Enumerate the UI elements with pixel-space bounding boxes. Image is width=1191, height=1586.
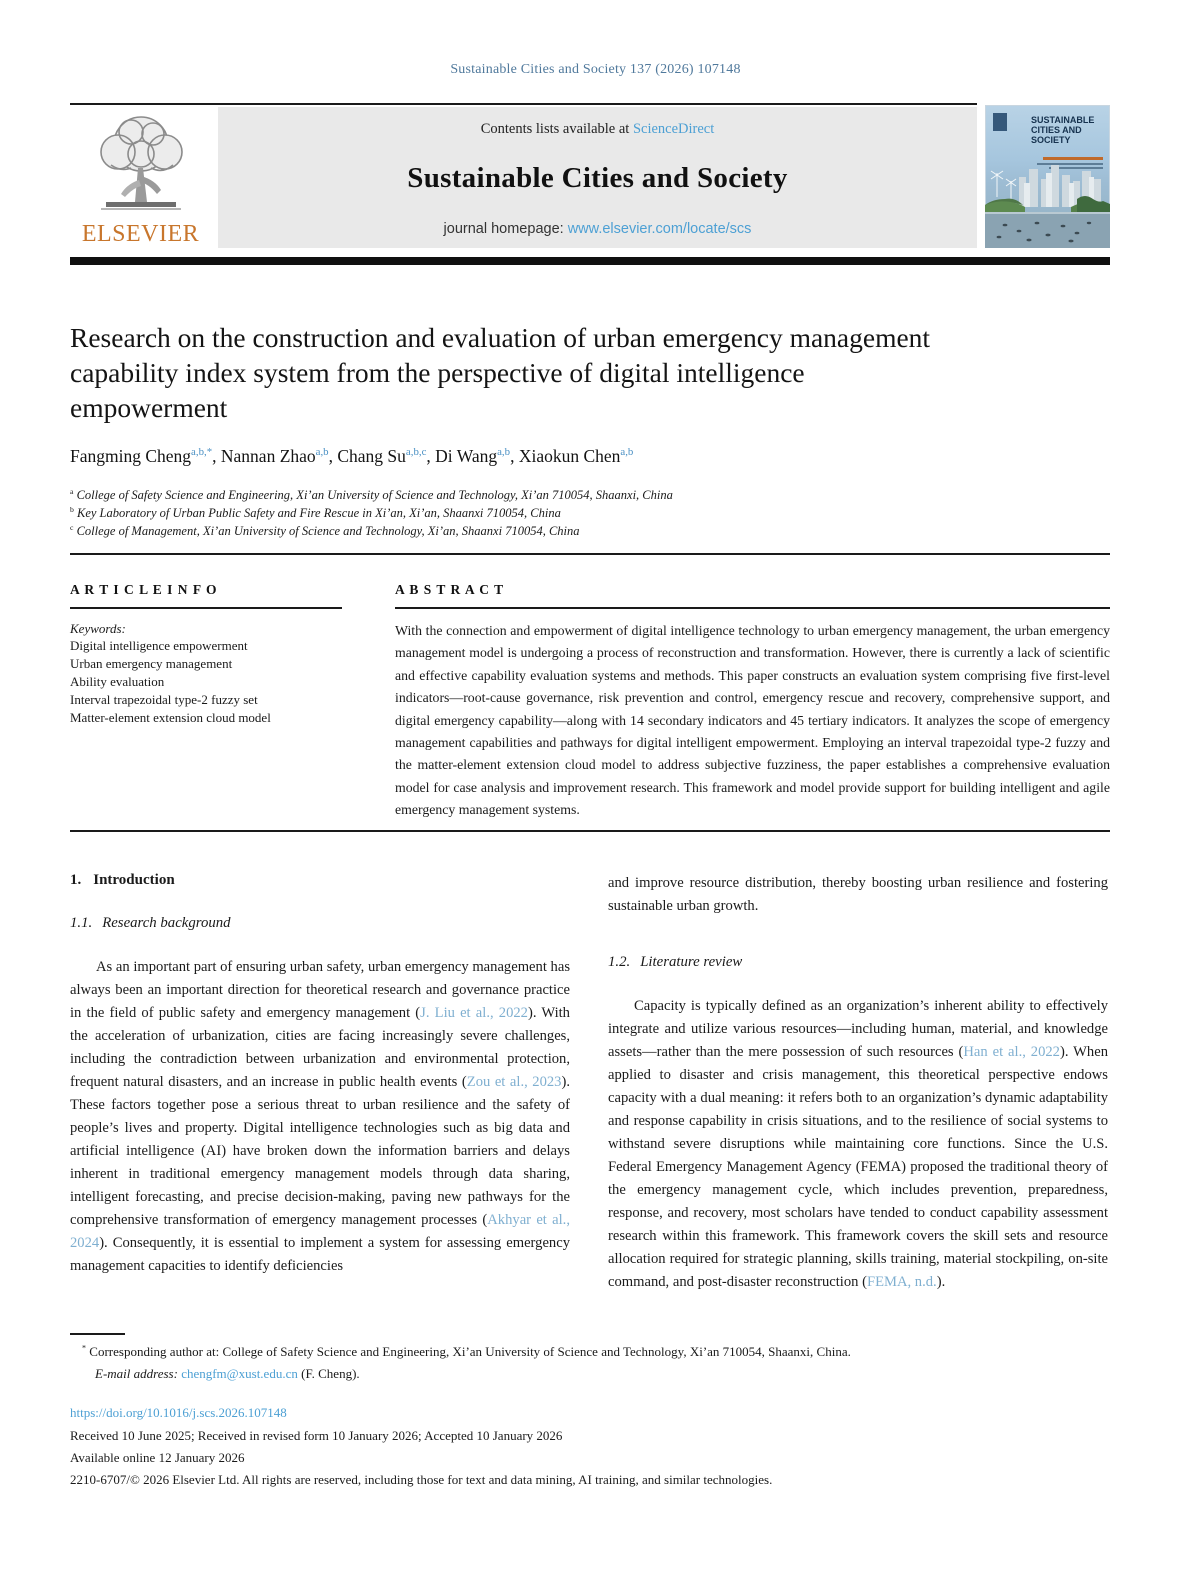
section-rule-bottom [70,830,1110,832]
section-1-title: Introduction [93,872,175,888]
received-dates: Received 10 June 2025; Received in revised form 10 January 2026; Accepted 10 January 2026 [70,1428,563,1443]
header-divider-bar [70,257,1110,265]
affiliation-a: $^a$ College of Safety Science and Engineering, Xi’an University of Science and Technology, Xi’an 710054, Shaanxi, China [70,486,673,502]
section-1-1-number: 1.1. [70,915,93,931]
journal-reference: Sustainable Cities and Society 137 (2026) 107148 [450,62,741,77]
section-1-1-heading [70,915,570,932]
section-1-number: 1. [70,872,82,888]
journal-title: Sustainable Cities and Society [407,162,788,194]
section-1-2-number: 1.2. [608,954,631,970]
elsevier-tree-icon [81,201,201,218]
section-rule-top [70,553,1110,555]
cover-accent-bar [1043,157,1103,160]
keyword-item: Matter-element extension cloud model [70,710,271,725]
available-online: Available online 12 January 2026 [70,1450,245,1465]
affiliations [70,486,1110,540]
affiliation-b: $^b$ Key Laboratory of Urban Public Safety and Fire Rescue in Xi’an, Xi’an, Shaanxi 710054, China [70,504,561,520]
keyword-item: Urban emergency management [70,656,233,671]
doi-url[interactable]: https://doi.org/10.1016/j.scs.2026.107148 [70,1405,287,1420]
contents-prefix: Contents lists available at [480,121,633,137]
doi-link [70,1405,287,1421]
header-top-rule [70,103,977,105]
homepage-line [218,221,977,237]
homepage-url-link[interactable]: www.elsevier.com/locate/scs [567,221,752,237]
abstract-column [395,582,1110,822]
keyword-item: Ability evaluation [70,674,165,689]
article-info-heading: A R T I C L E I N F O [70,582,218,597]
article-info-rule [70,607,342,609]
section-1-1-title: Research background [102,915,231,931]
keyword-item: Digital intelligence empowerment [70,638,248,653]
article-title: Research on the construction and evaluation of urban emergency management capability index system from the perspective of digital intelligence empowerment [70,322,931,423]
elsevier-wordmark: ELSEVIER [81,221,200,247]
affiliation-c: $^c$ College of Management, Xi’an University of Science and Technology, Xi’an, Shaanxi 710054, China [70,522,580,538]
intro-paragraph-continued: and improve resource distribution, thereby boosting urban resilience and fostering sustainable urban growth. [608,875,1108,914]
article-info-column [70,582,342,727]
section-1-heading [70,872,570,889]
cover-title: SUSTAINABLE CITIES AND SOCIETY [1031,115,1095,145]
section-1-2-heading [608,954,1108,971]
homepage-prefix: journal homepage: [443,221,568,237]
intro-paragraph: As an important part of ensuring urban safety, urban emergency management has always been an important direction for theoretical research and governance practice in the field of public safety and emergency management (J. Liu et al., 2022). With the acceleration of urbanization, cities are facing increasingly severe challenges, including the contradiction between urbanization and environmental protection, frequent natural disasters, and an increase in public health events (Zou et al., 2023). These factors together pose a serious threat to urban resilience and the safety of people’s lives and property. Digital intelligence technologies such as big data and artificial intelligence (AI) have broken down the information barriers and delays inherent in traditional emergency management models through data sharing, intelligent forecasting, and precise decision-making, paving new pathways for the comprehensive transformation of emergency management processes (Akhyar et al., 2024). Consequently, it is essential to implement a system for assessing emergency management capacities to identify deficiencies [70,959,570,1274]
elsevier-logo [68,110,213,250]
keyword-item: Interval trapezoidal type-2 fuzzy set [70,692,258,707]
body-column-right [608,872,1108,1294]
cover-elsevier-mark-icon [993,113,1007,131]
abstract-rule [395,607,1110,609]
copyright-line: 2210-6707/© 2026 Elsevier Ltd. All rights are reserved, including those for text and data mining, AI training, and similar technologies. [70,1472,773,1487]
body-column-left [70,872,570,1278]
sciencedirect-link[interactable]: ScienceDirect [632,121,715,137]
keywords-label: Keywords: [70,621,126,636]
abstract-heading: A B S T R A C T [395,582,505,597]
email-line: E-mail address: chengfm@xust.edu.cn (F. Cheng). [95,1366,360,1381]
journal-cover-thumbnail[interactable] [985,105,1110,248]
author-list: Fangming Cheng$^{a,b,*}$, Nannan Zhao$^{a,b}$, Chang Su$^{a,b,c}$, Di Wang$^{a,b}$, Xiaokun Chen$^{a,b}$ [70,446,634,466]
corresponding-author-note: * Corresponding author at: College of Safety Science and Engineering, Xi’an University of Science and Technology, Xi’an 710054, Shaanxi, China. [82,1343,851,1359]
footnote-rule [70,1333,125,1335]
literature-paragraph: Capacity is typically defined as an organization’s inherent ability to effectively integrate and utilize various resources—including human, material, and knowledge assets—rather than the mere possession of such resources (Han et al., 2022). When applied to disaster and crisis management, this theoretical perspective endows capacity with a dual meaning: it refers both to an organization’s dynamic adaptability and response capability in crisis situations, and to the resilience of social systems to withstand severe disruptions while maintaining core functions. Since the U.S. Federal Emergency Management Agency (FEMA) proposed the traditional theory of the emergency management cycle, which includes prevention, preparedness, response, and recovery, most scholars have tended to conduct capability assessment research within this framework. This framework covers the skill sets and resource allocation required for strategic planning, skills training, material stockpiling, on-site command, and post-disaster reconstruction (FEMA, n.d.). [608,998,1108,1290]
journal-header-box [218,107,977,248]
contents-line [218,121,977,138]
abstract-text: With the connection and empowerment of digital intelligence technology to urban emergency management, the urban emergency management model is undergoing a process of reconstruction and transformation. However, there is currently a lack of scientific and effective capability evaluation systems and methods. This paper constructs an evaluation system comprising five first-level indicators—root-cause governance, risk prevention and control, emergency rescue and recovery, comprehensive support, and digital emergency capability—along with 14 secondary indicators and 45 tertiary indicators. It analyzes the scope of emergency management capabilities and pathways for digital intelligent empowerment. Employing an interval trapezoidal type-2 fuzzy and the matter-element extension cloud model to address subjective fuzziness, the paper establishes a comprehensive evaluation model for case analysis and improvement research. This framework and model provide support for building intelligent and agile emergency management systems. [395,623,1110,818]
section-1-2-title: Literature review [640,954,743,970]
